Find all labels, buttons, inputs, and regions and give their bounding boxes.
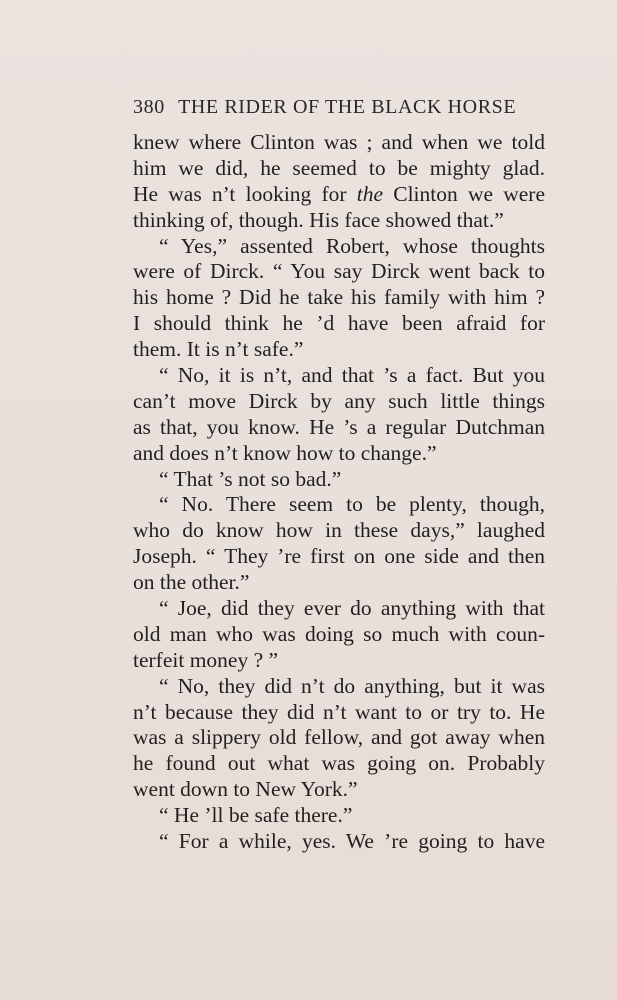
text-line: who do know how in these days,” laughed bbox=[133, 518, 545, 543]
text-line: were of Dirck. “ You say Dirck went back to bbox=[133, 259, 545, 284]
text-line: knew where Clinton was ; and when we told bbox=[133, 130, 545, 154]
text-line: can’t move Dirck by any such little things bbox=[133, 388, 545, 413]
text-line: them. It is n’t safe.” bbox=[133, 337, 304, 362]
text-line: terfeit money ? ” bbox=[133, 647, 279, 672]
text-line: thinking of, though. His face showed that.” bbox=[133, 207, 504, 232]
text-line: “ Yes,” assented Robert, whose thoughts bbox=[159, 233, 545, 258]
text-line: on the other.” bbox=[133, 570, 250, 595]
running-head bbox=[133, 96, 545, 119]
text-line: “ No, it is n’t, and that ’s a fact. But you bbox=[159, 363, 545, 388]
text-line: “ That ’s not so bad.” bbox=[159, 466, 342, 491]
text-line: “ No. There seem to be plenty, though, bbox=[159, 492, 545, 517]
text-line: “ For a while, yes. We ’re going to have bbox=[159, 829, 545, 854]
book-title: THE RIDER OF THE BLACK HORSE bbox=[178, 96, 517, 118]
text-line: him we did, he seemed to be mighty glad. bbox=[133, 155, 545, 180]
body-text bbox=[133, 130, 545, 855]
text-line: “ No, they did n’t do anything, but it was bbox=[159, 673, 545, 698]
text-line: was a slippery old fellow, and got away when bbox=[133, 725, 545, 750]
text-line: I should think he ’d have been afraid for bbox=[133, 311, 545, 336]
text-line: he found out what was going on. Probably bbox=[133, 751, 545, 776]
text-line: and does n’t know how to change.” bbox=[133, 440, 437, 465]
text-line: “ Joe, did they ever do anything with that bbox=[159, 596, 545, 621]
text-line: Joseph. “ They ’re first on one side and then bbox=[133, 544, 545, 569]
text-line: as that, you know. He ’s a regular Dutchman bbox=[133, 414, 545, 439]
text-line: went down to New York.” bbox=[133, 777, 358, 802]
text-line: “ He ’ll be safe there.” bbox=[159, 803, 353, 828]
text-line: He was n’t looking for the Clinton we were bbox=[133, 181, 545, 206]
text-line: his home ? Did he take his family with him ? bbox=[133, 285, 545, 310]
page-number: 380 bbox=[133, 96, 165, 118]
text-line: old man who was doing so much with coun- bbox=[133, 621, 545, 646]
text-line: n’t because they did n’t want to or try to. He bbox=[133, 699, 545, 724]
